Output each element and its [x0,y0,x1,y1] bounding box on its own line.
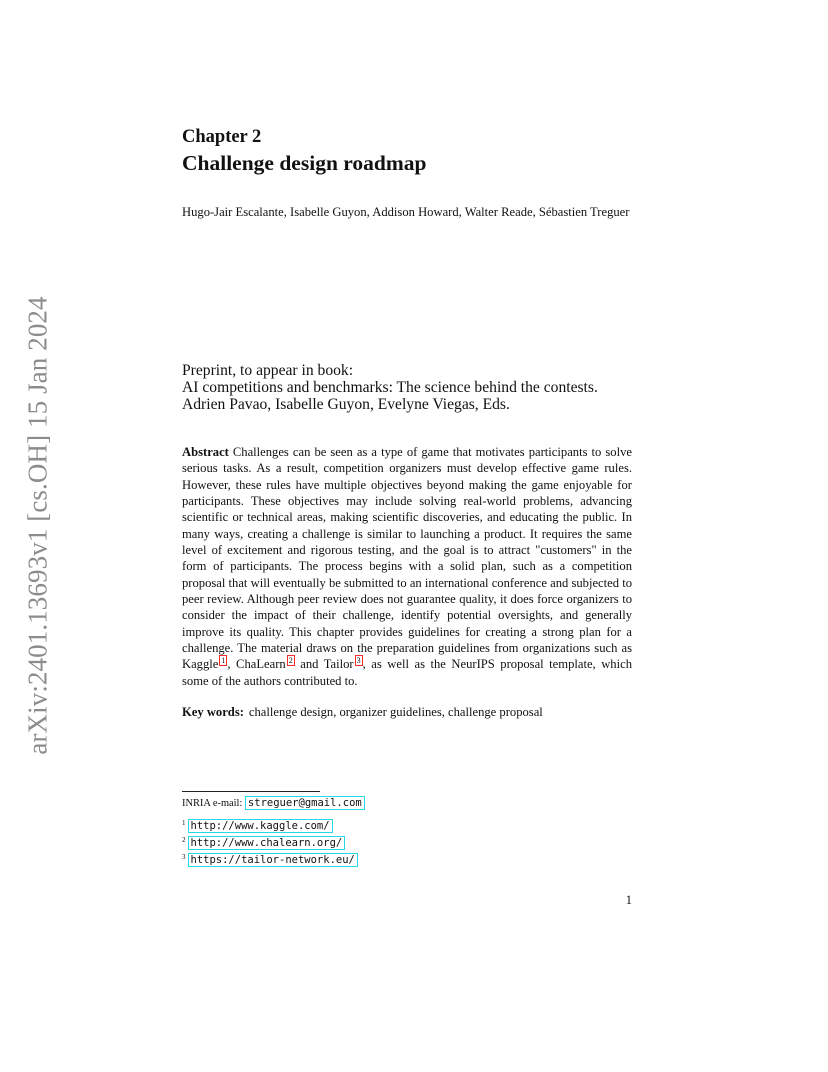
footnote-divider [182,791,320,792]
chapter-label: Chapter 2 [182,127,262,147]
footnote-link-3[interactable]: 3 [356,656,361,666]
abstract-text-part-4: , as well as the NeurIPS proposal template, which some of the authors contributed to. [182,657,632,688]
footnote-mark-1: 1 [182,818,186,827]
abstract [182,444,632,689]
footnote-1 [182,819,333,834]
abstract-text-part-3: and Tailor [294,657,354,672]
abstract-text-part-1: Challenges can be seen as a type of game that motivates participants to solve serious tasks. As a result, competition organizers must develop effective game rules. However, these rules have multiple objectives beyond making the game enjoyable for participants. These objectives may include solving real-world problems, advancing scientific or technical areas, making scientific discoveries, and educating the public. In many ways, creating a challenge is similar to launching a product. It requires the same level of excitement and rigorous testing, and the goal is to attract "customers" in the form of participants. The process begins with a solid plan, such as a competition proposal that will eventually be submitted to an international conference and subjected to peer review. Although peer review does not guarantee quality, it does force organizers to consider the impact of their challenge, identify potential oversights, and generally improve its quality. This chapter provides guidelines for creating a strong plan for a challenge. The material draws on the preparation guidelines from organizations such as Kaggle [182,445,632,672]
footnote-email [182,796,365,811]
email-link[interactable]: streguer@gmail.com [245,796,365,810]
tailor-link[interactable]: https://tailor-network.eu/ [188,853,358,867]
author-list: Hugo-Jair Escalante, Isabelle Guyon, Addison Howard, Walter Reade, Sébastien Treguer [182,205,630,219]
preprint-line-2: AI competitions and benchmarks: The science behind the contests. [182,379,598,396]
keywords-label: Key words: [182,705,244,719]
email-label: INRIA e-mail: [182,798,243,809]
abstract-label: Abstract [182,445,229,459]
chalearn-link[interactable]: http://www.chalearn.org/ [188,836,346,850]
footnote-mark-2: 2 [182,835,186,844]
arxiv-stamp [18,290,58,760]
kaggle-link[interactable]: http://www.kaggle.com/ [188,819,333,833]
chapter-title: Challenge design roadmap [182,151,427,175]
arxiv-stamp-text: arXiv:2401.13693v1 [cs.OH] 15 Jan 2024 [22,295,53,755]
abstract-text-part-2: , ChaLearn [227,657,286,672]
preprint-line-3: Adrien Pavao, Isabelle Guyon, Evelyne Viegas, Eds. [182,396,510,413]
preprint-notice [182,362,642,413]
footnote-3 [182,853,358,868]
keywords-text: challenge design, organizer guidelines, challenge proposal [248,705,543,719]
footnote-link-2[interactable]: 2 [288,656,293,666]
footnote-mark-3: 3 [182,852,186,861]
preprint-line-1: Preprint, to appear in book: [182,362,354,379]
keywords [182,704,632,720]
footnote-2 [182,836,345,851]
page-number: 1 [625,893,632,907]
footnote-link-1[interactable]: 1 [221,656,226,666]
